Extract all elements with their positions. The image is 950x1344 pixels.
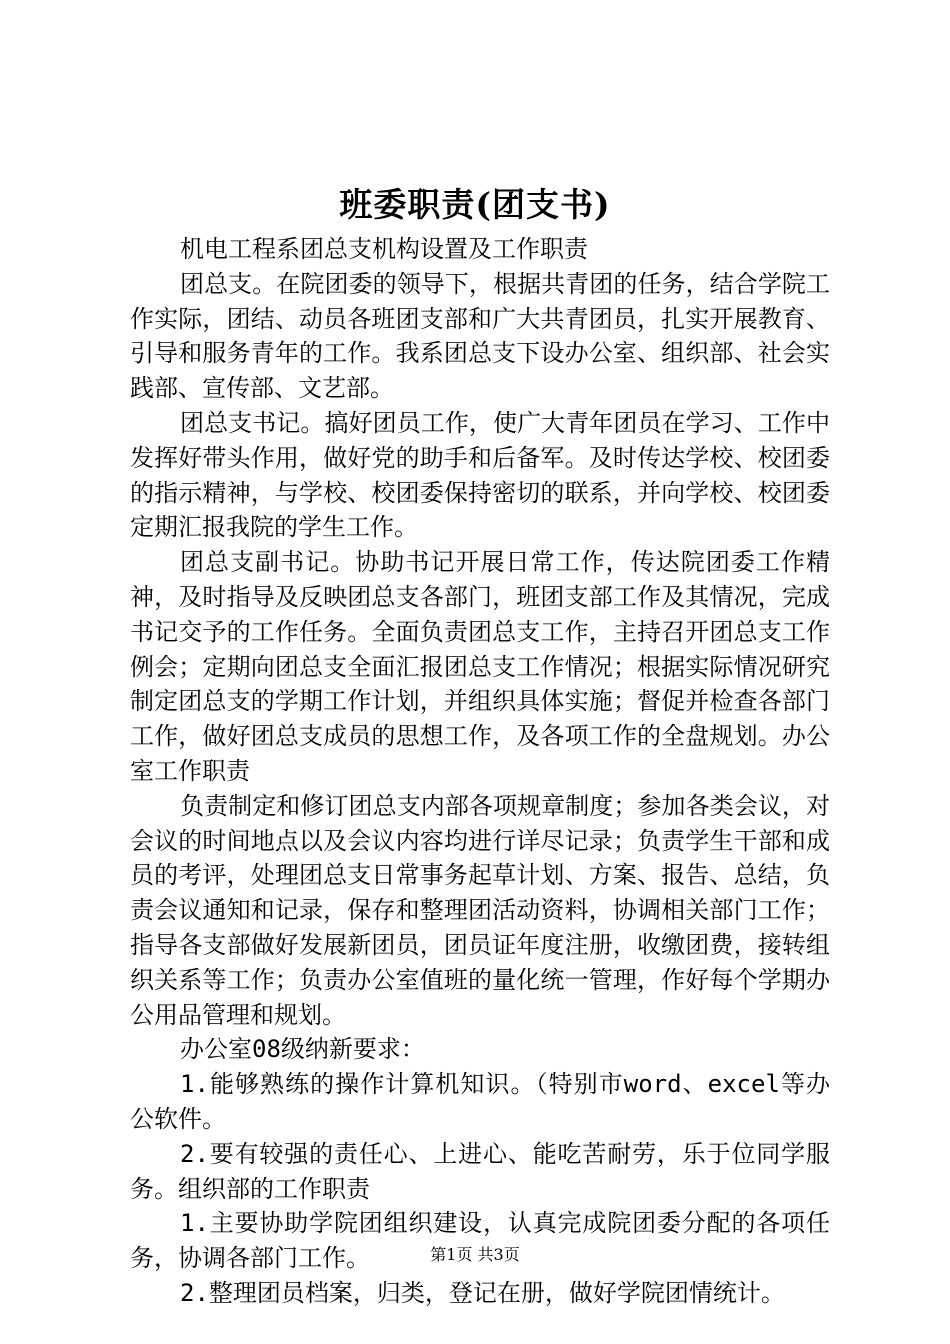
document-body [130,232,830,1311]
page-footer: 第1页 共3页 [430,1245,520,1264]
paragraph: 1.主要协助学院团组织建设，认真完成院团委分配的各项任务，协调各部门工作。 [130,1209,830,1273]
paragraph: 团总支副书记。协助书记开展日常工作，传达院团委工作精神，及时指导及反映团总支各部门，班团支部工作及其情况，完成书记交予的工作任务。全面负责团总支工作，主持召开团总支工作例会；定期向团总支全面汇报团总支工作情况；根据实际情况研究制定团总支的学期工作计划，并组织具体实施；督促并检查各部门工作，做好团总支成员的思想工作，及各项工作的全盘规划。办公室工作职责 [130,548,830,785]
paragraph: 团总支书记。搞好团员工作，使广大青年团员在学习、工作中发挥好带头作用，做好党的助手和后备军。及时传达学校、校团委的指示精神，与学校、校团委保持密切的联系，并向学校、校团委定期汇报我院的学生工作。 [130,408,830,542]
paragraph: 团总支。在院团委的领导下，根据共青团的任务，结合学院工作实际，团结、动员各班团支部和广大共青团员，扎实开展教育、引导和服务青年的工作。我系团总支下设办公室、组织部、社会实践部、宣传部、文艺部。 [130,269,830,403]
document-title: 班委职责(团支书) [339,185,611,224]
paragraph: 2.要有较强的责任心、上进心、能吃苦耐劳，乐于位同学服务。组织部的工作职责 [130,1139,830,1203]
paragraph: 机电工程系团总支机构设置及工作职责 [180,235,588,263]
paragraph: 负责制定和修订团总支内部各项规章制度；参加各类会议，对会议的时间地点以及会议内容均进行详尽记录；负责学生干部和成员的考评，处理团总支日常事务起草计划、方案、报告、总结，负责会议通知和记录，保存和整理团活动资料，协调相关部门工作；指导各支部做好发展新团员，团员证年度注册，收缴团费，接转组织关系等工作；负责办公室值班的量化统一管理，作好每个学期办公用品管理和规划。 [130,791,830,1029]
paragraph: 办公室08级纳新要求： [180,1035,425,1064]
paragraph: 2.整理团员档案，归类，登记在册，做好学院团情统计。 [180,1278,785,1307]
paragraph: 1.能够熟练的操作计算机知识。（特别市word、excel等办公软件。 [130,1070,830,1133]
